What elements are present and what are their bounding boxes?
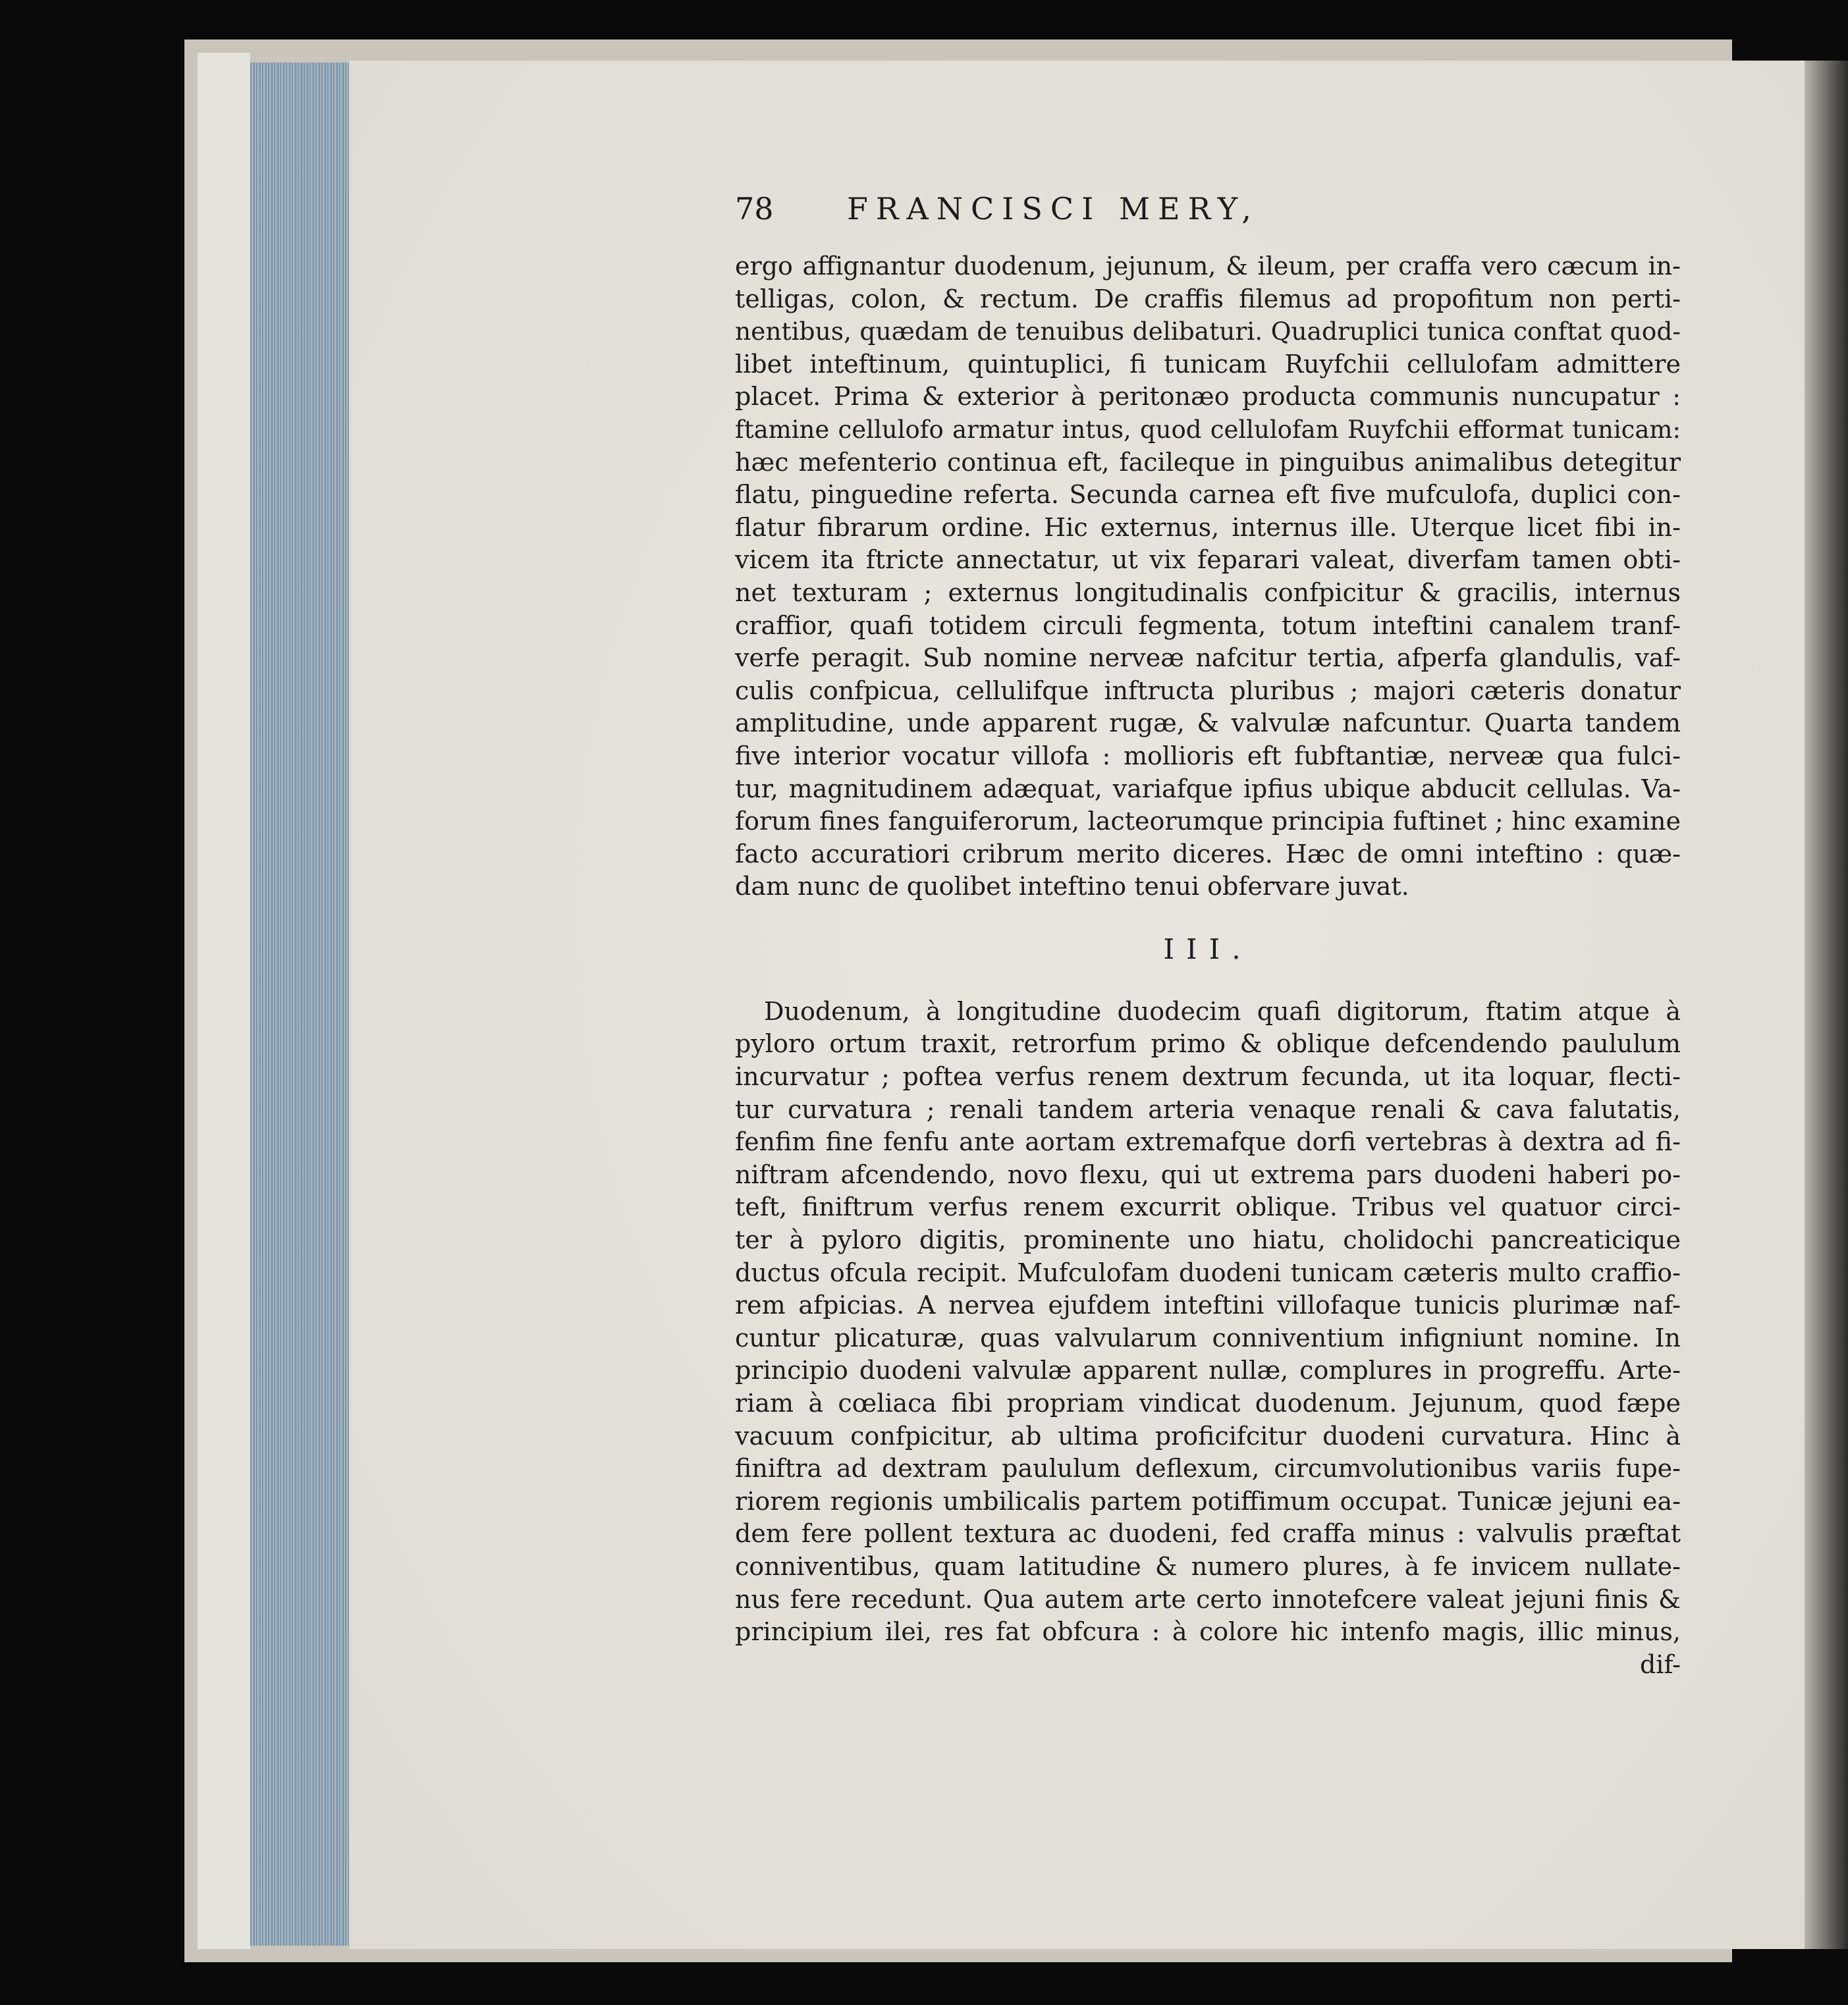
text-line: principium ilei, res fat obfcura : à colore hic intenfo magis, illic minus, — [735, 1617, 1681, 1647]
text-line: dem fere pollent textura ac duodeni, fed craffa minus : valvulis præftat — [735, 1519, 1681, 1549]
text-line: nus fere recedunt. Qua autem arte certo innotefcere valeat jejuni finis & — [735, 1584, 1681, 1614]
text-line: tur curvatura ; renali tandem arteria venaque renali & cava falutatis, — [735, 1094, 1681, 1124]
text-line: conniventibus, quam latitudine & numero plures, à fe invicem nullate- — [735, 1551, 1681, 1581]
cover-edge — [198, 53, 250, 1949]
page-number: 78 — [735, 191, 774, 227]
gutter-shadow — [1805, 61, 1848, 1949]
text-line: five interior vocatur villofa : mollioris eft fubftantiæ, nerveæ qua fulci- — [735, 741, 1681, 770]
text-line: vacuum confpicitur, ab ultima proficifcitur duodeni curvatura. Hinc à — [735, 1421, 1681, 1451]
text-line: principio duodeni valvulæ apparent nullæ, complures in progreffu. Arte- — [735, 1356, 1681, 1385]
text-line: tur, magnitudinem adæquat, variafque ipfius ubique abducit cellulas. Va- — [735, 774, 1681, 803]
text-line: ftamine cellulofo armatur intus, quod cellulofam Ruyfchii efformat tunicam: — [735, 415, 1681, 444]
text-line: vicem ita ftricte annectatur, ut vix feparari valeat, diverfam tamen obti- — [735, 545, 1681, 575]
text-line: incurvatur ; poftea verfus renem dextrum fecunda, ut ita loquar, flecti- — [735, 1062, 1681, 1092]
text-line: teft, finiftrum verfus renem excurrit oblique. Tribus vel quatuor circi- — [735, 1192, 1681, 1222]
text-line: libet inteftinum, quintuplici, fi tunicam Ruyfchii cellulofam admittere — [735, 349, 1681, 379]
page-edges — [250, 63, 349, 1946]
running-head: FRANCISCI MERY, — [847, 191, 1259, 227]
text-line: pyloro ortum traxit, retrorfum primo & oblique defcendendo paululum — [735, 1029, 1681, 1059]
text-line: fenfim fine fenfu ante aortam extremafque dorfi vertebras à dextra ad fi- — [735, 1127, 1681, 1157]
text-line: nentibus, quædam de tenuibus delibaturi. Quadruplici tunica conftat quod- — [735, 317, 1681, 346]
text-line: forum fines fanguiferorum, lacteorumque principia fuftinet ; hinc examine — [735, 807, 1681, 836]
text-line: net texturam ; externus longitudinalis confpicitur & gracilis, internus — [735, 577, 1681, 607]
text-line: facto accuratiori cribrum merito diceres. Hæc de omni inteftino : quæ- — [735, 839, 1681, 869]
text-line: hæc mefenterio continua eft, facileque in pinguibus animalibus detegitur — [735, 447, 1681, 477]
section-heading: III. — [1163, 932, 1253, 965]
text-line: riam à cœliaca fibi propriam vindicat duodenum. Jejunum, quod fæpe — [735, 1389, 1681, 1418]
text-line: flatu, pinguedine referta. Secunda carnea eft five mufculofa, duplici con- — [735, 480, 1681, 510]
text-line: flatur fibrarum ordine. Hic externus, internus ille. Uterque licet fibi in- — [735, 512, 1681, 542]
text-line: rem afpicias. A nervea ejufdem inteftini villofaque tunicis plurimæ naf- — [735, 1291, 1681, 1320]
text-line: ductus ofcula recipit. Mufculofam duodeni tunicam cæteris multo craffio- — [735, 1258, 1681, 1287]
paragraph-1 — [735, 250, 1681, 903]
text-line: Duodenum, à longitudine duodecim quafi digitorum, ftatim atque à — [764, 996, 1681, 1026]
text-line: ergo affignantur duodenum, jejunum, & ileum, per craffa vero cæcum in- — [735, 252, 1681, 281]
text-line: dam nunc de quolibet inteftino tenui obfervare juvat. — [735, 872, 1409, 901]
text-line: riorem regionis umbilicalis partem potiffimum occupat. Tunicæ jejuni ea- — [735, 1486, 1681, 1516]
text-line: verfe peragit. Sub nomine nerveæ nafcitur tertia, afperfa glandulis, vaf- — [735, 643, 1681, 673]
text-line: placet. Prima & exterior à peritonæo producta communis nuncupatur : — [735, 382, 1681, 412]
page-header — [735, 191, 1681, 250]
text-line: cuntur plicaturæ, quas valvularum conniventium infigniunt nomine. In — [735, 1323, 1681, 1352]
text-line: telligas, colon, & rectum. De craffis filemus ad propofitum non perti- — [735, 284, 1681, 313]
paragraph-2 — [735, 996, 1681, 1681]
text-line: craffior, quafi totidem circuli fegmenta, totum inteftini canalem tranf- — [735, 610, 1681, 640]
text-line: ter à pyloro digitis, prominente uno hiatu, cholidochi pancreaticique — [735, 1225, 1681, 1255]
text-line: culis confpicua, cellulifque inftructa pluribus ; majori cæteris donatur — [735, 676, 1681, 705]
catchword: dif- — [1639, 1649, 1681, 1679]
page-text — [735, 191, 1681, 1681]
text-line: amplitudine, unde apparent rugæ, & valvulæ nafcuntur. Quarta tandem — [735, 708, 1681, 738]
text-line: niftram afcendendo, novo flexu, qui ut extrema pars duodeni haberi po- — [735, 1160, 1681, 1189]
text-line: finiftra ad dextram paululum deflexum, circumvolutionibus variis fupe- — [735, 1454, 1681, 1484]
